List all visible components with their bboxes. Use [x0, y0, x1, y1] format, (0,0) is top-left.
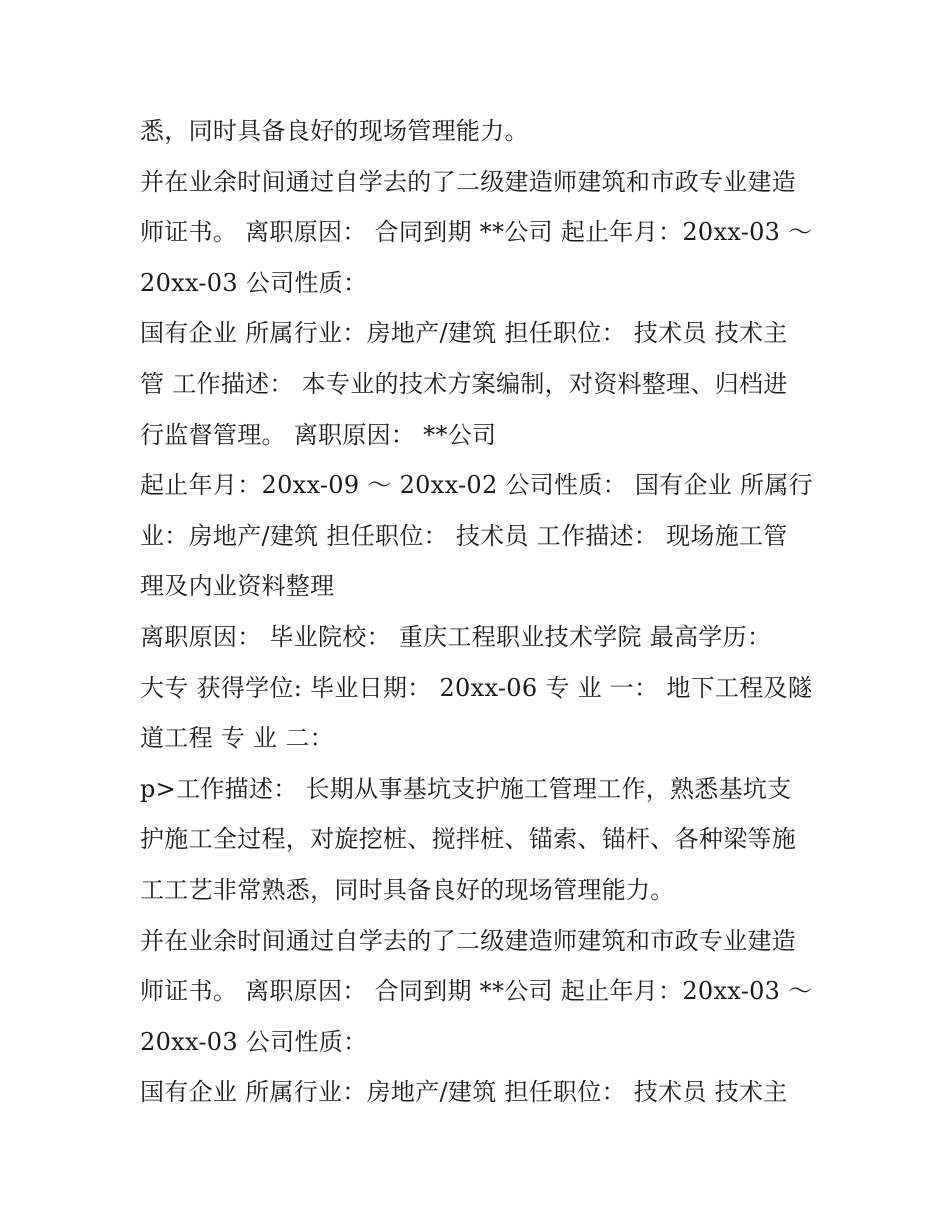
text-line: 国有企业 所属行业：房地产/建筑 担任职位： 技术员 技术主	[140, 319, 788, 348]
text-line: p>工作描述： 长期从事基坑支护施工管理工作，熟悉基坑支	[140, 774, 792, 803]
text-line: 师证书。 离职原因： 合同到期 **公司 起止年月：20xx-03 ～	[140, 977, 813, 1006]
text-line: 行监督管理。 离职原因： **公司	[140, 420, 497, 449]
text-line: 并在业余时间通过自学去的了二级建造师建筑和市政专业建造	[140, 926, 797, 955]
text-line: 业：房地产/建筑 担任职位： 技术员 工作描述： 现场施工管	[140, 521, 788, 550]
text-line: 师证书。 离职原因： 合同到期 **公司 起止年月：20xx-03 ～	[140, 218, 813, 247]
text-line: 工工艺非常熟悉，同时具备良好的现场管理能力。	[140, 875, 675, 904]
text-line: 道工程 专 业 二：	[140, 724, 334, 753]
text-line: 理及内业资料整理	[140, 572, 335, 601]
text-line: 护施工全过程，对旋挖桩、搅拌桩、锚索、锚杆、各种梁等施	[140, 825, 797, 854]
text-line: 起止年月：20xx-09 ～ 20xx-02 公司性质： 国有企业 所属行	[140, 471, 813, 500]
document-body	[140, 106, 820, 1118]
text-line: 20xx-03 公司性质：	[140, 268, 368, 297]
text-line: 悉，同时具备良好的现场管理能力。	[140, 117, 529, 145]
text-line: 大专 获得学位: 毕业日期： 20xx-06 专 业 一： 地下工程及隧	[140, 673, 813, 702]
text-line: 离职原因： 毕业院校： 重庆工程职业技术学院 最高学历：	[140, 622, 772, 651]
text-line: 管 工作描述： 本专业的技术方案编制，对资料整理、归档进	[140, 369, 788, 398]
text-line: 国有企业 所属行业：房地产/建筑 担任职位： 技术员 技术主	[140, 1078, 788, 1107]
text-line: 20xx-03 公司性质：	[140, 1027, 368, 1056]
text-line: 并在业余时间通过自学去的了二级建造师建筑和市政专业建造	[140, 167, 797, 196]
